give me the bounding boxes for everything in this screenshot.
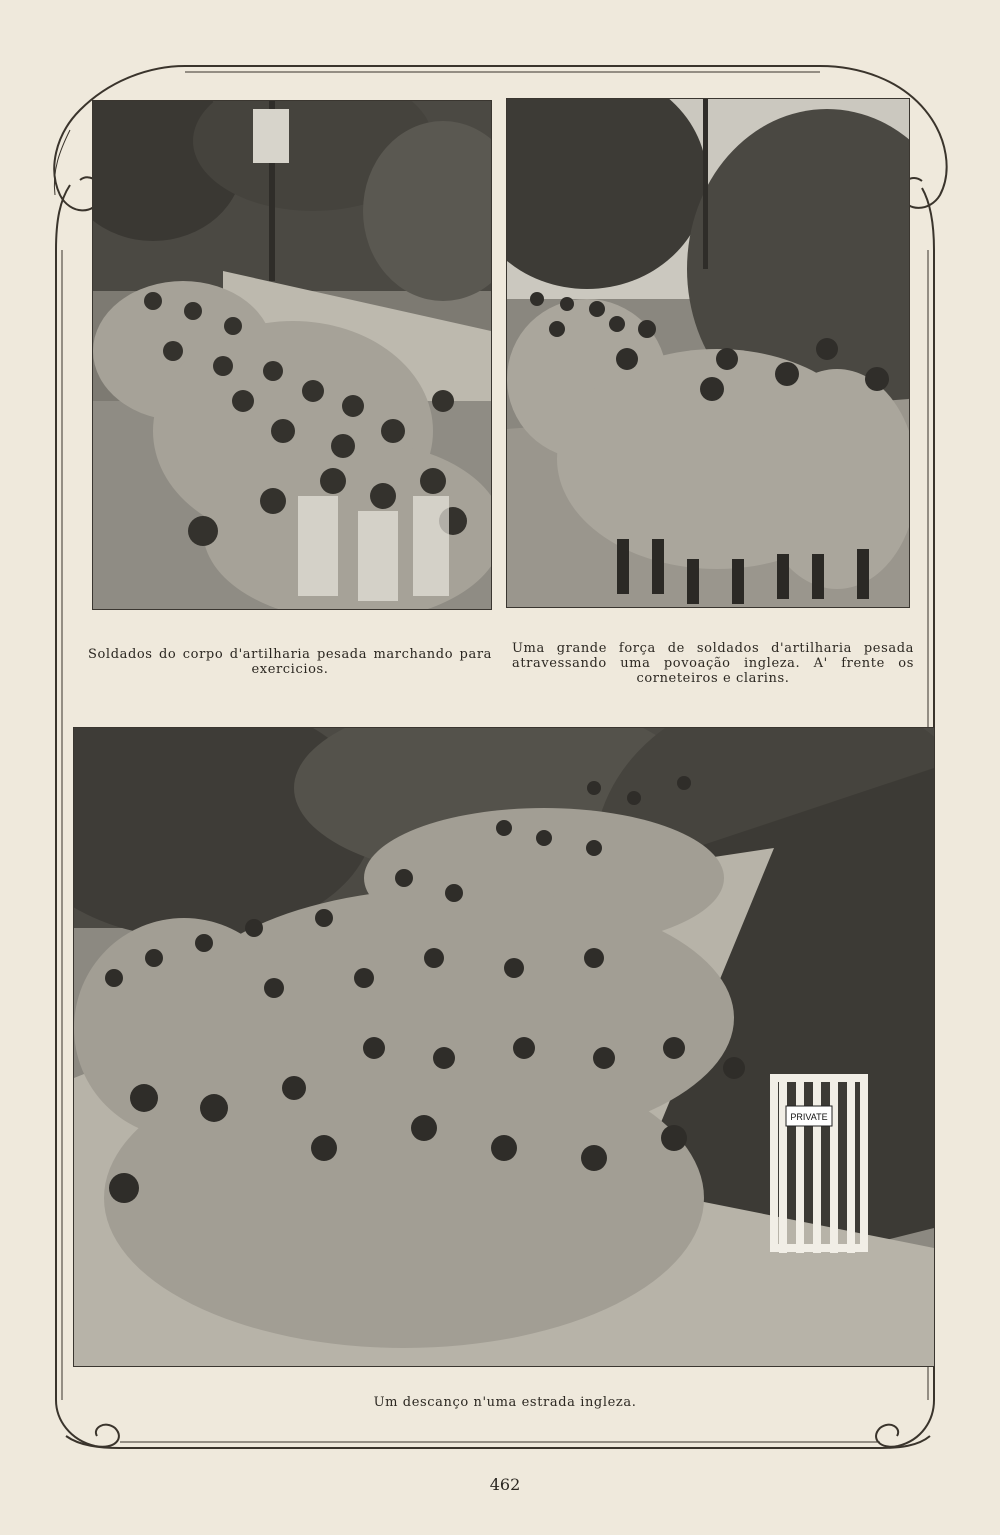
photo-artillery-marching bbox=[92, 100, 492, 610]
page-number: 462 bbox=[489, 1475, 521, 1494]
caption-artillery-marching: Soldados do corpo d'artilharia pesada marchando para exercicios. bbox=[88, 647, 492, 677]
caption-artillery-village: Uma grande força de soldados d'artilharia pesada atravessando uma povoação ingleza. A' frente os corneteiros e clarins. bbox=[512, 641, 914, 686]
photo-artillery-village bbox=[506, 98, 910, 608]
private-sign-label: PRIVATE bbox=[790, 1112, 828, 1122]
photo-rest-on-road bbox=[73, 727, 935, 1367]
caption-rest-on-road: Um descanço n'uma estrada ingleza. bbox=[373, 1395, 637, 1410]
